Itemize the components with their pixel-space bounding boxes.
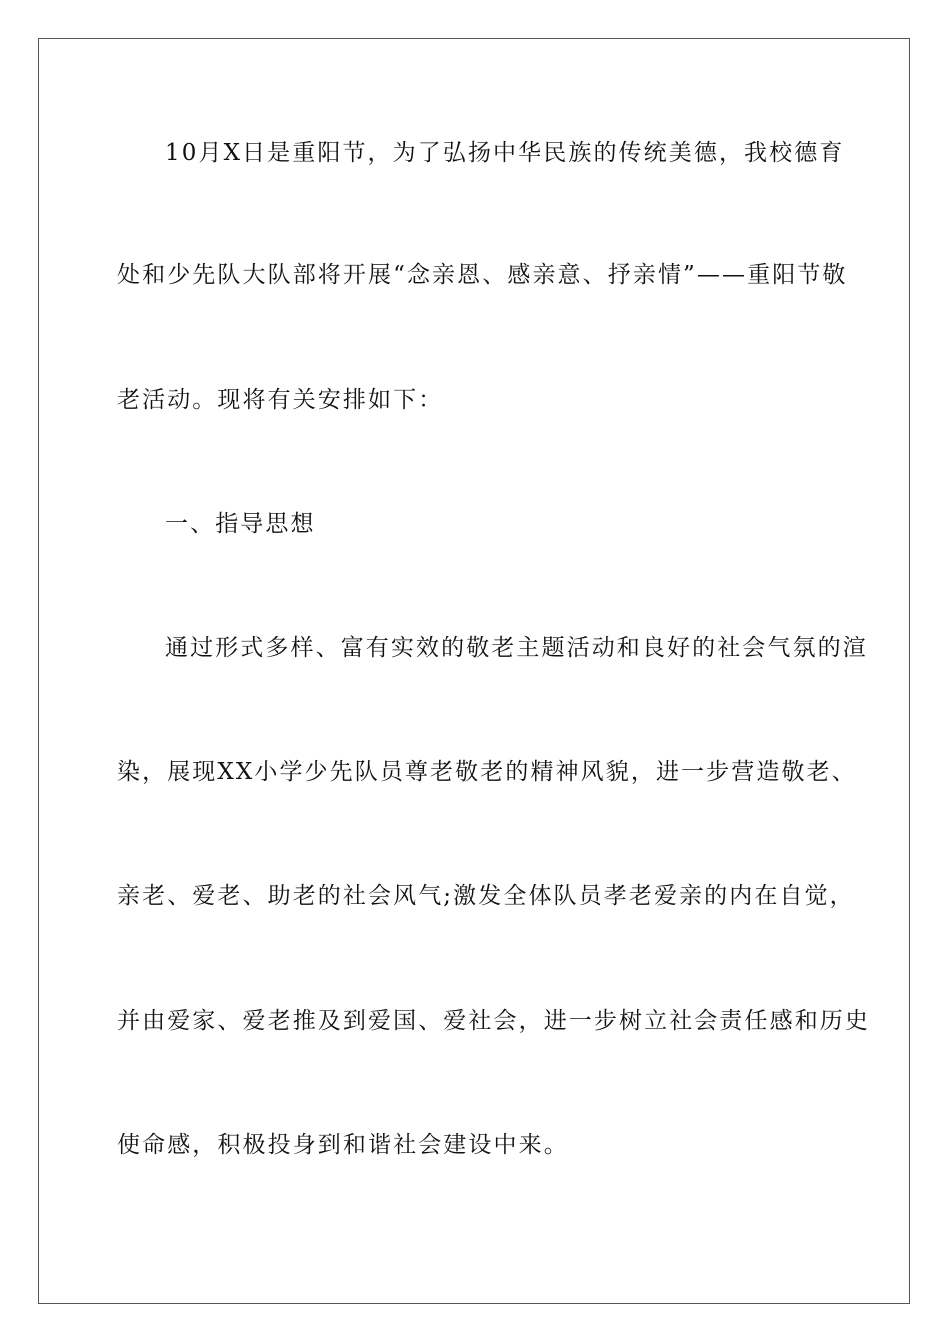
paragraph-1-line-3: 老活动。现将有关安排如下：	[117, 387, 444, 413]
paragraph-2-line-2: 染，展现XX小学少先队员尊老敬老的精神风貌，进一步营造敬老、	[117, 759, 857, 785]
paragraph-1-line-1: 10月X日是重阳节，为了弘扬中华民族的传统美德，我校德育	[165, 140, 845, 166]
paragraph-2-line-3: 亲老、爱老、助老的社会风气;激发全体队员孝老爱亲的内在自觉，	[117, 883, 855, 909]
paragraph-1-line-2: 处和少先队大队部将开展“念亲恩、感亲意、抒亲情”——重阳节敬	[117, 262, 848, 288]
page-frame	[38, 38, 910, 1304]
paragraph-2-line-1: 通过形式多样、富有实效的敬老主题活动和良好的社会气氛的渲	[165, 635, 868, 661]
section-heading: 一、指导思想	[165, 511, 316, 537]
paragraph-2-line-5: 使命感，积极投身到和谐社会建设中来。	[117, 1132, 569, 1158]
paragraph-2-line-4: 并由爱家、爱老推及到爱国、爱社会，进一步树立社会责任感和历史	[117, 1008, 870, 1034]
